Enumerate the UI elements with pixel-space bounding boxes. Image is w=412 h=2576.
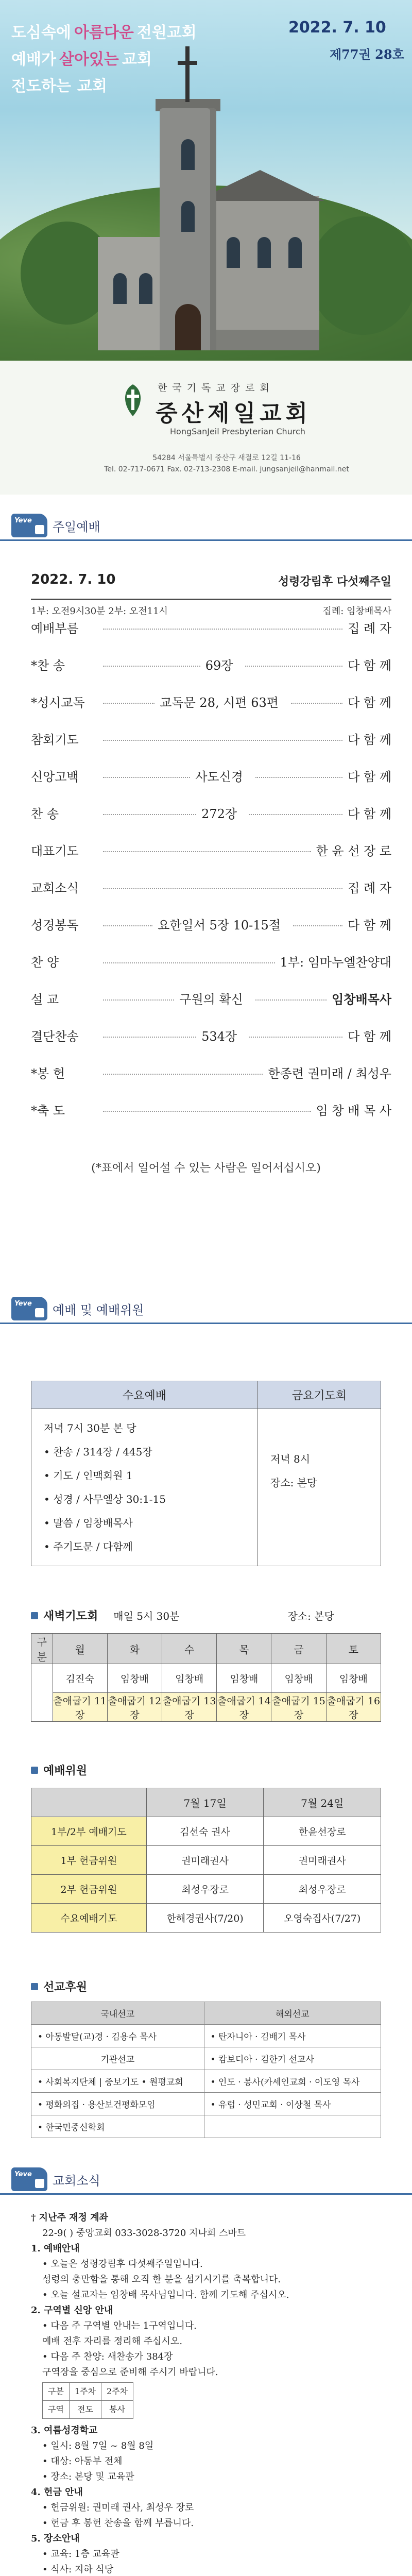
- table-header: 1주차: [69, 2383, 101, 2401]
- dot-leader: [255, 999, 327, 1001]
- news-item-line: 예배 전후 자리를 정리해 주십시오.: [42, 2336, 183, 2347]
- table-row: [31, 1904, 381, 1933]
- table-cell: 기관선교: [31, 2047, 204, 2070]
- table-cell: 김진숙: [53, 1664, 107, 1693]
- window: [258, 237, 271, 268]
- dot-leader: [245, 666, 342, 667]
- dot-leader: [249, 1037, 342, 1038]
- service-times: 1부: 오전9시30분 2부: 오전11시: [31, 606, 168, 617]
- table-cell: 임창배: [271, 1664, 326, 1693]
- table-header: 구 분: [31, 1634, 53, 1664]
- church-address: [82, 452, 371, 475]
- dot-leader: [103, 666, 200, 667]
- order-date: 2022. 7. 10: [31, 572, 116, 587]
- table-row: [31, 2115, 381, 2138]
- divider: [0, 2193, 412, 2195]
- section-title: 교회소식: [53, 2173, 100, 2188]
- table-cell: 권미래권사: [146, 1846, 264, 1875]
- order-item-leader: 1부: 임마누엘찬양대: [280, 955, 391, 970]
- tagline-line-1: [11, 20, 197, 46]
- table-cell: 출애굽기 12장: [107, 1693, 162, 1722]
- list-item: • 말씀 / 임창배목사: [44, 1517, 133, 1529]
- subsection-title: 새벽기도회: [43, 1609, 98, 1623]
- account-info: 22-9( ) 중앙교회 033-3028-3720 지나희 스마트: [42, 2228, 246, 2239]
- dot-leader: [103, 629, 342, 630]
- table-row: [31, 2047, 381, 2070]
- window: [181, 139, 195, 170]
- servers-table: [31, 1788, 381, 1933]
- order-item-label: 찬 양: [31, 955, 59, 970]
- dawn-prayer-heading: [31, 1607, 334, 1623]
- order-item-label: *찬 송: [31, 658, 65, 673]
- table-cell: 2부 헌금위원: [31, 1875, 147, 1904]
- church-building-illustration: [98, 108, 319, 350]
- table-header: 구분: [43, 2383, 70, 2401]
- table-header-row: [31, 2002, 381, 2025]
- table-header: 화: [107, 1634, 162, 1664]
- dawn-prayer-time: 매일 5시 30분: [113, 1610, 180, 1622]
- table-cell: • 평화의집 · 용산보건평화모임: [31, 2093, 204, 2115]
- order-item-leader: 집 례 자: [348, 881, 391, 895]
- table-cell: 출애굽기 14장: [217, 1693, 271, 1722]
- dawn-prayer-place: 장소: 본당: [287, 1610, 334, 1622]
- order-item-label: 신앙고백: [31, 770, 79, 784]
- table-cell: • 아동발달(교)경 · 김용수 목사: [31, 2025, 204, 2047]
- mission-heading: [31, 1978, 87, 1994]
- list-item: 장소: 본당: [270, 1477, 317, 1489]
- dot-leader: [103, 1111, 311, 1112]
- table-cell: 출애굽기 11장: [53, 1693, 107, 1722]
- order-item-detail: 69장: [205, 658, 233, 673]
- order-item-label: 교회소식: [31, 881, 79, 895]
- order-item-leader: 다 함 께: [348, 1029, 391, 1044]
- church-name-english: HongSanJeil Presbyterian Church: [170, 427, 305, 436]
- section-header-fellowship: [0, 1293, 412, 1324]
- table-cell: 1부/2부 예배기도: [31, 1817, 147, 1846]
- dot-leader: [103, 703, 154, 704]
- list-item: 저녁 7시 30분 본 당: [44, 1422, 136, 1434]
- district-table: [42, 2382, 133, 2419]
- section-badge-icon: Yeve: [11, 2167, 47, 2191]
- order-item-detail: 534장: [201, 1029, 237, 1044]
- subsection-title: 예배위원: [43, 1764, 88, 1777]
- news-heading: † 지난주 재정 계좌: [31, 2212, 108, 2223]
- table-header-row: [31, 1634, 381, 1664]
- dot-leader: [255, 777, 342, 778]
- news-item-line: • 오늘은 성령강림후 다섯째주일입니다.: [42, 2259, 203, 2269]
- dot-leader: [103, 925, 152, 926]
- dot-leader: [291, 703, 342, 704]
- order-item-detail: 구원의 확신: [179, 992, 243, 1007]
- order-subheader: [31, 599, 391, 617]
- news-item-line: • 헌금 후 봉헌 찬송을 함께 부릅니다.: [42, 2518, 194, 2529]
- order-row: [31, 730, 391, 767]
- wednesday-service-cell: [31, 1409, 258, 1566]
- order-row: [31, 692, 391, 730]
- window: [139, 273, 152, 304]
- order-item-leader: 다 함 께: [348, 733, 391, 747]
- window: [288, 237, 302, 268]
- dot-leader: [103, 1037, 196, 1038]
- dot-leader: [103, 851, 311, 852]
- hero-banner: [0, 0, 412, 495]
- table-cell: 한윤선장로: [264, 1817, 381, 1846]
- table-header: 수요예배: [31, 1381, 258, 1409]
- table-cell: 전도: [69, 2401, 101, 2419]
- order-item-leader: 한 윤 선 장 로: [316, 844, 391, 858]
- church-door: [175, 304, 201, 350]
- table-cell: 출애굽기 15장: [271, 1693, 326, 1722]
- order-of-worship: [31, 618, 391, 1138]
- church-logo-icon: [118, 382, 147, 418]
- table-cell: 출애굽기 16장: [326, 1693, 381, 1722]
- mission-table: [31, 2002, 381, 2138]
- order-item-label: *성시교독: [31, 696, 85, 710]
- officiant: 집례: 임창배목사: [322, 606, 391, 617]
- order-item-leader: 임 창 배 목 사: [316, 1104, 391, 1118]
- table-header: 금요기도회: [258, 1381, 381, 1409]
- tree-illustration: [309, 216, 412, 335]
- table-cell: [204, 2115, 381, 2138]
- table-row: [31, 1846, 381, 1875]
- order-service-name: 성령강림후 다섯째주일: [278, 575, 391, 588]
- church-name: 중산제일교회: [156, 400, 312, 427]
- table-header: 토: [326, 1634, 381, 1664]
- table-header: [31, 1788, 147, 1817]
- table-row: [31, 2093, 381, 2115]
- dot-leader: [103, 777, 190, 778]
- bulletin-issue: 제77권 28호: [330, 47, 404, 62]
- order-item-detail: 272장: [201, 807, 237, 821]
- table-header: 목: [217, 1634, 271, 1664]
- servers-heading: [31, 1762, 87, 1778]
- order-row: [31, 1100, 391, 1138]
- section-title: 예배 및 예배위원: [53, 1302, 144, 1317]
- table-cell: • 한국민중신학회: [31, 2115, 204, 2138]
- news-item-line: • 다음 주 구역별 안내는 1구역입니다.: [42, 2320, 197, 2331]
- news-item-line: • 장소: 본당 및 교육관: [42, 2471, 134, 2482]
- news-item-title: 5. 장소안내: [31, 2533, 80, 2544]
- table-row: [31, 1875, 381, 1904]
- divider: [0, 539, 412, 541]
- order-row: [31, 989, 391, 1026]
- list-item: • 주기도문 / 다함께: [44, 1540, 133, 1553]
- news-item-title: 3. 여름성경학교: [31, 2425, 98, 2436]
- table-cell: 출애굽기 13장: [162, 1693, 217, 1722]
- church-wing: [98, 237, 165, 350]
- church-nave: [201, 196, 319, 350]
- midweek-services-table: [31, 1381, 381, 1566]
- table-cell: 오영숙집사(7/27): [264, 1904, 381, 1933]
- news-item-line: • 오늘 설교자는 임창배 목사님입니다. 함께 기도해 주십시오.: [42, 2290, 289, 2300]
- list-item: • 기도 / 인맥회원 1: [44, 1469, 133, 1482]
- table-cell: • 유럽 · 성민교회 · 이상철 목사: [204, 2093, 381, 2115]
- denomination-label: 한국기독교장로회: [158, 382, 274, 394]
- section-badge-icon: Yeve: [11, 514, 47, 537]
- order-item-leader: 임창배목사: [332, 992, 392, 1007]
- news-item-title: 4. 헌금 안내: [31, 2487, 83, 2498]
- cross-icon: [178, 46, 197, 102]
- table-cell: • 사회복지단체 | 중보기도 • 원평교회: [31, 2070, 204, 2093]
- table-header: 국내선교: [31, 2002, 204, 2025]
- table-cell: 최성우장로: [146, 1875, 264, 1904]
- news-item-line: • 다음 주 찬양: 새찬송가 384장: [42, 2351, 173, 2362]
- order-item-leader: 다 함 께: [348, 770, 391, 784]
- table-header: 금: [271, 1634, 326, 1664]
- news-item-line: • 교육: 1층 교육관: [42, 2549, 119, 2560]
- friday-service-cell: [258, 1409, 381, 1566]
- tagline-highlight: 아름다운: [74, 24, 134, 42]
- tagline-line-3: [11, 73, 197, 100]
- church-news: [31, 2210, 391, 2576]
- order-row: [31, 1063, 391, 1100]
- table-cell: 구역: [43, 2401, 70, 2419]
- order-item-leader: 다 함 께: [348, 807, 391, 821]
- subsection-title: 선교후원: [43, 1980, 88, 1994]
- dawn-prayer-table: [31, 1633, 381, 1722]
- order-item-leader: 한종련 권미래 / 최성우: [268, 1066, 391, 1081]
- table-cell: 임창배: [326, 1664, 381, 1693]
- table-header: 수: [162, 1634, 217, 1664]
- table-cell: 김선숙 권사: [146, 1817, 264, 1846]
- dot-leader: [293, 925, 342, 926]
- order-row: [31, 1026, 391, 1063]
- news-item-title: 2. 구역별 신앙 안내: [31, 2305, 113, 2316]
- order-item-label: 참회기도: [31, 733, 79, 747]
- order-note: (*표에서 일어설 수 있는 사람은 일어서십시오): [91, 1162, 321, 1175]
- tagline-line-2: [11, 46, 197, 73]
- list-item: • 성경 / 사무엘상 30:1-15: [44, 1493, 166, 1505]
- order-item-label: 찬 송: [31, 807, 59, 821]
- table-cell: 수요예배기도: [31, 1904, 147, 1933]
- tagline-text: 전도하는: [11, 77, 71, 95]
- news-item-line: 구역장을 중심으로 준비해 주시기 바랍니다.: [42, 2367, 218, 2378]
- table-row: [31, 2070, 381, 2093]
- news-item-title: 1. 예배안내: [31, 2243, 80, 2254]
- order-row: [31, 841, 391, 878]
- table-cell: • 인도 · 봉사(카세인교회 · 이도영 목사: [204, 2070, 381, 2093]
- order-item-label: *봉 헌: [31, 1066, 65, 1081]
- window: [227, 237, 240, 268]
- table-header: 7월 24일: [264, 1788, 381, 1817]
- order-item-detail: 교독문 28, 시편 63편: [160, 696, 279, 710]
- order-item-leader: 다 함 께: [348, 918, 392, 933]
- news-item-line: • 헌금위원: 권미래 권사, 최성우 장로: [42, 2502, 194, 2513]
- table-header: 7월 17일: [146, 1788, 264, 1817]
- table-cell: 임창배: [217, 1664, 271, 1693]
- dot-leader: [103, 962, 275, 963]
- table-cell: 봉사: [101, 2401, 133, 2419]
- order-row: [31, 767, 391, 804]
- list-item: • 찬송 / 314장 / 445장: [44, 1446, 152, 1458]
- tagline-text: 전원교회: [136, 24, 197, 42]
- table-header: 해외선교: [204, 2002, 381, 2025]
- order-item-detail: 요한일서 5장 10-15절: [158, 918, 281, 933]
- table-cell: [31, 1664, 53, 1722]
- table-cell: 권미래권사: [264, 1846, 381, 1875]
- section-header-worship: [0, 510, 412, 541]
- tagline-highlight: 살아있는: [59, 50, 119, 69]
- address-line: 54284 서울특별시 중산구 새절로 12길 11-16: [152, 454, 301, 462]
- order-row: [31, 878, 391, 915]
- contact-line: Tel. 02-717-0671 Fax. 02-713-2308 E-mail. jungsanjeil@hanmail.net: [104, 465, 349, 473]
- tagline-text: 교회: [122, 50, 152, 69]
- dot-leader: [103, 740, 342, 741]
- news-item-line: • 식사: 지하 식당: [42, 2564, 114, 2575]
- table-row: [43, 2401, 133, 2419]
- order-item-label: 대표기도: [31, 844, 79, 858]
- table-header-row: [31, 1788, 381, 1817]
- table-cell: 한해경권사(7/20): [146, 1904, 264, 1933]
- order-row: [31, 915, 391, 952]
- news-item-line: 성령의 충만함을 통해 오직 한 분을 섬기시기를 축복합니다.: [42, 2274, 281, 2285]
- order-item-label: *축 도: [31, 1104, 65, 1118]
- order-row: [31, 618, 391, 655]
- table-row: [31, 2025, 381, 2047]
- table-cell: 1부 헌금위원: [31, 1846, 147, 1875]
- section-title: 주일예배: [53, 519, 100, 534]
- order-item-label: 설 교: [31, 992, 59, 1007]
- table-row: [31, 1664, 381, 1693]
- news-item-line: • 일시: 8월 7일 ~ 8월 8일: [42, 2441, 154, 2451]
- window: [113, 273, 127, 304]
- table-row: [31, 1817, 381, 1846]
- list-item: 저녁 8시: [270, 1453, 311, 1465]
- divider: [0, 1323, 412, 1324]
- dot-leader: [103, 1074, 263, 1075]
- dot-leader: [103, 814, 196, 815]
- bulletin-date: 2022. 7. 10: [288, 19, 386, 37]
- church-identity: [0, 361, 412, 495]
- order-item-leader: 다 함 께: [348, 696, 392, 710]
- table-header: 2주차: [101, 2383, 133, 2401]
- news-item-line: • 대상: 아동부 전체: [42, 2456, 123, 2467]
- table-cell: 임창배: [107, 1664, 162, 1693]
- section-badge-icon: Yeve: [11, 1297, 47, 1320]
- tagline-text: 도심속에: [11, 24, 71, 42]
- table-cell: • 탄자니아 · 김배기 목사: [204, 2025, 381, 2047]
- order-row: [31, 804, 391, 841]
- table-cell: 임창배: [162, 1664, 217, 1693]
- hero-tagline: [11, 20, 197, 100]
- order-item-leader: 집 례 자: [348, 621, 391, 636]
- table-header-row: [43, 2383, 133, 2401]
- section-header-news: [0, 2164, 412, 2195]
- order-item-label: 예배부름: [31, 621, 79, 636]
- order-item-label: 결단찬송: [31, 1029, 79, 1044]
- order-item-label: 성경봉독: [31, 918, 79, 933]
- order-item-detail: 사도신경: [195, 770, 243, 784]
- table-row: [31, 1693, 381, 1722]
- dot-leader: [103, 888, 342, 889]
- window: [181, 201, 195, 232]
- table-cell: • 캄보디아 · 김한기 선교사: [204, 2047, 381, 2070]
- order-row: [31, 655, 391, 692]
- order-row: [31, 952, 391, 989]
- dot-leader: [103, 999, 174, 1001]
- table-header: 월: [53, 1634, 107, 1664]
- dot-leader: [249, 814, 342, 815]
- tagline-text: 예배가: [11, 50, 56, 69]
- table-cell: 최성우장로: [264, 1875, 381, 1904]
- tagline-text: 교회: [77, 77, 107, 95]
- order-item-leader: 다 함 께: [348, 658, 392, 673]
